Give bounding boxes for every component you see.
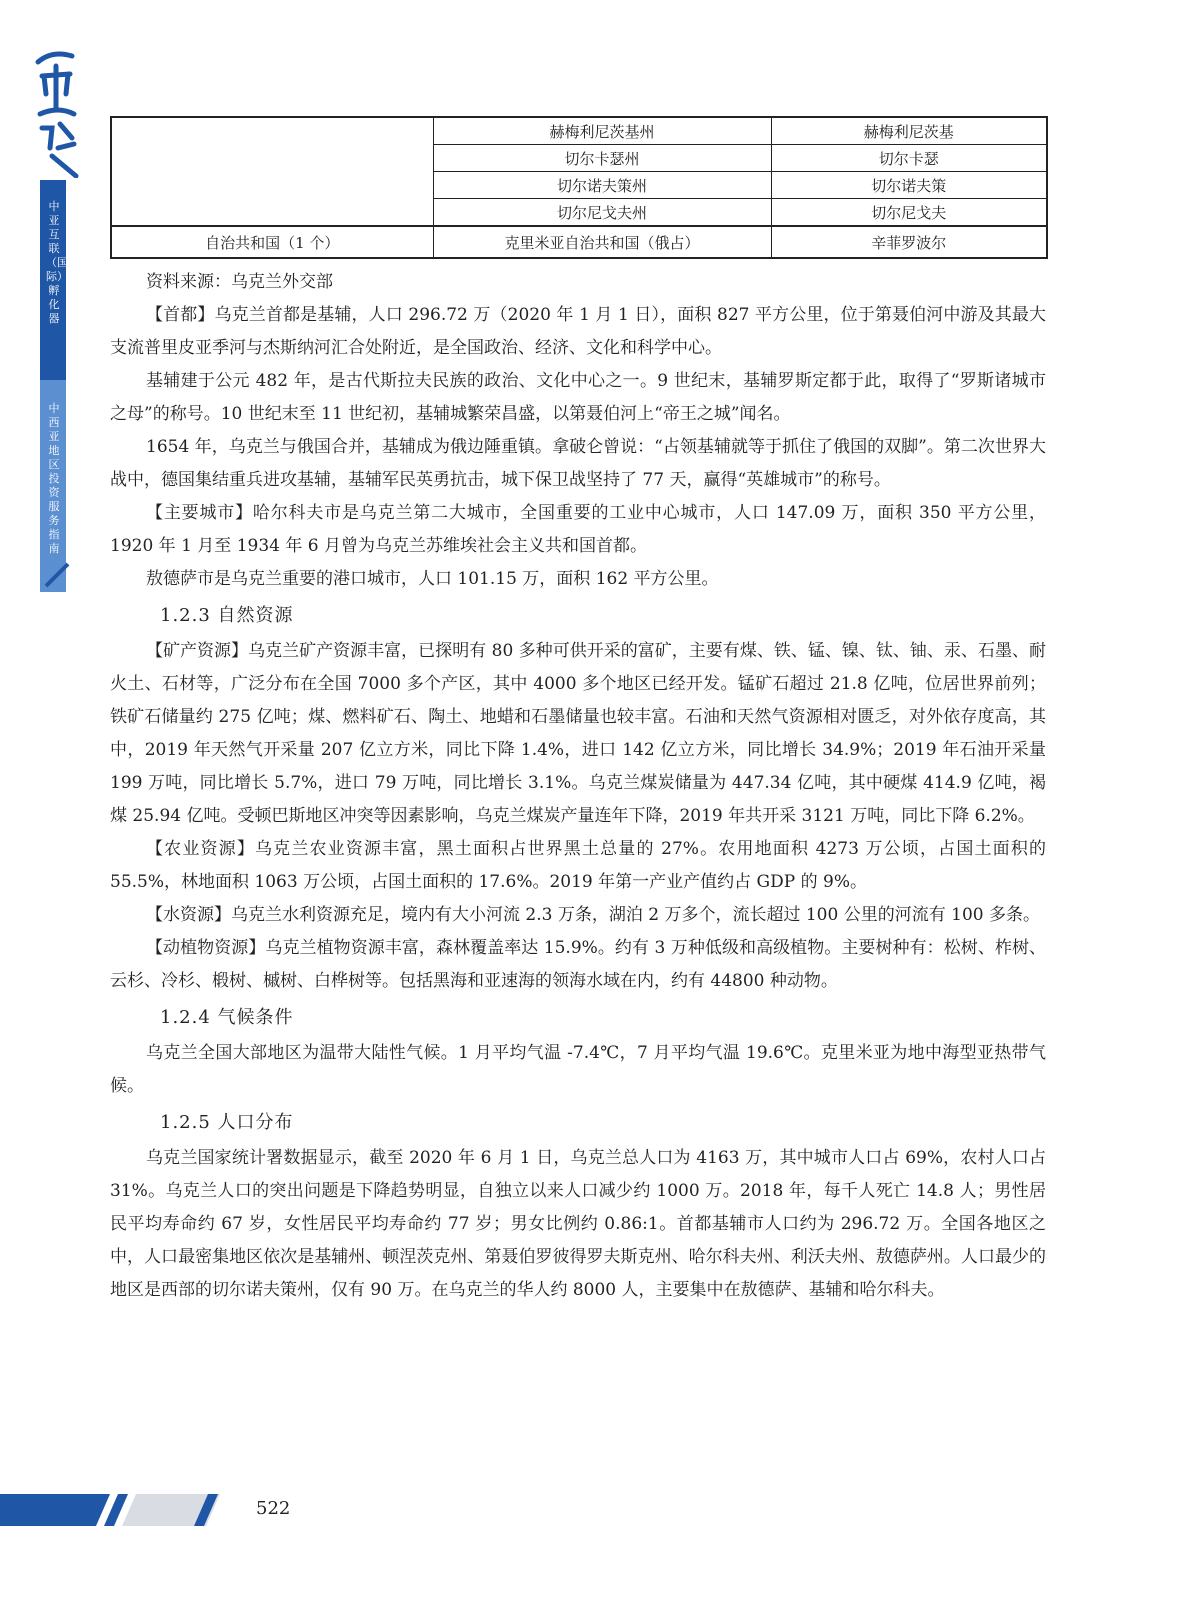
- footer-stripes: [0, 1490, 230, 1530]
- page-number: 522: [256, 1498, 291, 1519]
- heading-climate: 1.2.4 气候条件: [160, 1007, 294, 1028]
- paragraph-cities-1: 【主要城市】哈尔科夫市是乌克兰第二大城市，全国重要的工业中心城市，人口 147.09 万，面积 350 平方公里，1920 年 1 月至 1934 年 6 月曾为乌克兰苏维埃社会主义共和国首都。: [110, 503, 1046, 556]
- source-note: 资料来源：乌克兰外交部: [146, 272, 333, 292]
- table-cell: 切尔卡瑟州: [433, 145, 771, 172]
- sidebar-slash-icon: [42, 560, 72, 590]
- paragraph-flora-fauna: 【动植物资源】乌克兰植物资源丰富，森林覆盖率达 15.9%。约有 3 万种低级和高级植物。主要树种有：松树、柞树、云杉、冷杉、椴树、槭树、白桦树等。包括黑海和亚速海的领海水域在内，约有 44800 种动物。: [110, 938, 1046, 991]
- table-cell: 切尔诺夫策: [771, 172, 1047, 199]
- admin-division-table: [110, 116, 1048, 259]
- paragraph-history-1: 基辅建于公元 482 年，是古代斯拉夫民族的政治、文化中心之一。9 世纪末，基辅罗斯定都于此，取得了“罗斯诸城市之母”的称号。10 世纪末至 11 世纪初，基辅城繁荣昌盛，以第聂伯河上“帝王之城”闻名。: [110, 371, 1046, 424]
- paragraph-capital: 【首都】乌克兰首都是基辅，人口 296.72 万（2020 年 1 月 1 日），面积 827 平方公里，位于第聂伯河中游及其最大支流普里皮亚季河与杰斯纳河汇合处附近，是全国政治、经济、文化和科学中心。: [110, 305, 1046, 358]
- table-cell: 辛菲罗波尔: [771, 226, 1047, 258]
- table-cell: [111, 117, 433, 226]
- paragraph-agriculture: 【农业资源】乌克兰农业资源丰富，黑土面积占世界黑土总量的 27%。农用地面积 4273 万公顷，占国土面积的 55.5%，林地面积 1063 万公顷，占国土面积的 17.6%。2019 年第一产业产值约占 GDP 的 9%。: [110, 839, 1046, 892]
- paragraph-minerals: 【矿产资源】乌克兰矿产资源丰富，已探明有 80 多种可供开采的富矿，主要有煤、铁、锰、镍、钛、铀、汞、石墨、耐火土、石材等，广泛分布在全国 7000 多个产区，其中 4000 多个地区已经开发。锰矿石超过 21.8 亿吨，位居世界前列；铁矿石储量约 275 亿吨；煤、燃料矿石、陶土、地蜡和石墨储量也较丰富。石油和天然气资源相对匮乏，对外依存度高，其中，2019 年天然气开采量 207 亿立方米，同比下降 1.4%，进口 142 亿立方米，同比增长 34.9%；2019 年石油开采量 199 万吨，同比增长 5.7%，进口 79 万吨，同比增长 3.1%。乌克兰煤炭储量为 447.34 亿吨，其中硬煤 414.9 亿吨，褐煤 25.94 亿吨。受顿巴斯地区冲突等因素影响，乌克兰煤炭产量连年下降，2019 年共开采 3121 万吨，同比下降 6.2%。: [110, 641, 1046, 826]
- main-content: [110, 266, 1046, 1307]
- belt-and-road-logo: [32, 48, 80, 178]
- sidebar-label-lower: 中西亚地区投资服务指南: [48, 402, 60, 555]
- table-cell: 赫梅利尼茨基州: [433, 117, 771, 145]
- table-cell: 赫梅利尼茨基: [771, 117, 1047, 145]
- table-row: [111, 226, 1047, 258]
- paragraph-water: 【水资源】乌克兰水利资源充足，境内有大小河流 2.3 万条，湖泊 2 万多个，流长超过 100 公里的河流有 100 多条。: [146, 905, 1040, 925]
- sidebar-label-upper: 中亚互联（国际）孵化器: [46, 200, 68, 325]
- paragraph-cities-2: 敖德萨市是乌克兰重要的港口城市，人口 101.15 万，面积 162 平方公里。: [146, 569, 719, 589]
- table-cell: 切尔尼戈夫: [771, 199, 1047, 227]
- table-row: [111, 117, 1047, 145]
- table-cell: 切尔诺夫策州: [433, 172, 771, 199]
- table-cell: 切尔尼戈夫州: [433, 199, 771, 227]
- paragraph-climate: 乌克兰全国大部地区为温带大陆性气候。1 月平均气温 -7.4℃，7 月平均气温 19.6℃。克里米亚为地中海型亚热带气候。: [110, 1043, 1046, 1096]
- table-cell: 克里米亚自治共和国（俄占）: [433, 226, 771, 258]
- heading-natural-resources: 1.2.3 自然资源: [160, 605, 294, 626]
- heading-population: 1.2.5 人口分布: [160, 1112, 294, 1133]
- table-cell: 自治共和国（1 个）: [111, 226, 433, 258]
- paragraph-population: 乌克兰国家统计署数据显示，截至 2020 年 6 月 1 日，乌克兰总人口为 4163 万，其中城市人口占 69%，农村人口占 31%。乌克兰人口的突出问题是下降趋势明显，自独立以来人口减少约 1000 万。2018 年，每千人死亡 14.8 人；男性居民平均寿命约 67 岁，女性居民平均寿命约 77 岁；男女比例约 0.86:1。首都基辅市人口约为 296.72 万。全国各地区之中，人口最密集地区依次是基辅州、顿涅茨克州、第聂伯罗彼得罗夫斯克州、哈尔科夫州、利沃夫州、敖德萨州。人口最少的地区是西部的切尔诺夫策州，仅有 90 万。在乌克兰的华人约 8000 人，主要集中在敖德萨、基辅和哈尔科夫。: [110, 1148, 1046, 1300]
- paragraph-history-2: 1654 年，乌克兰与俄国合并，基辅成为俄边陲重镇。拿破仑曾说：“占领基辅就等于抓住了俄国的双脚”。第二次世界大战中，德国集结重兵进攻基辅，基辅军民英勇抗击，城下保卫战坚持了 77 天，赢得“英雄城市”的称号。: [110, 437, 1046, 490]
- table-cell: 切尔卡瑟: [771, 145, 1047, 172]
